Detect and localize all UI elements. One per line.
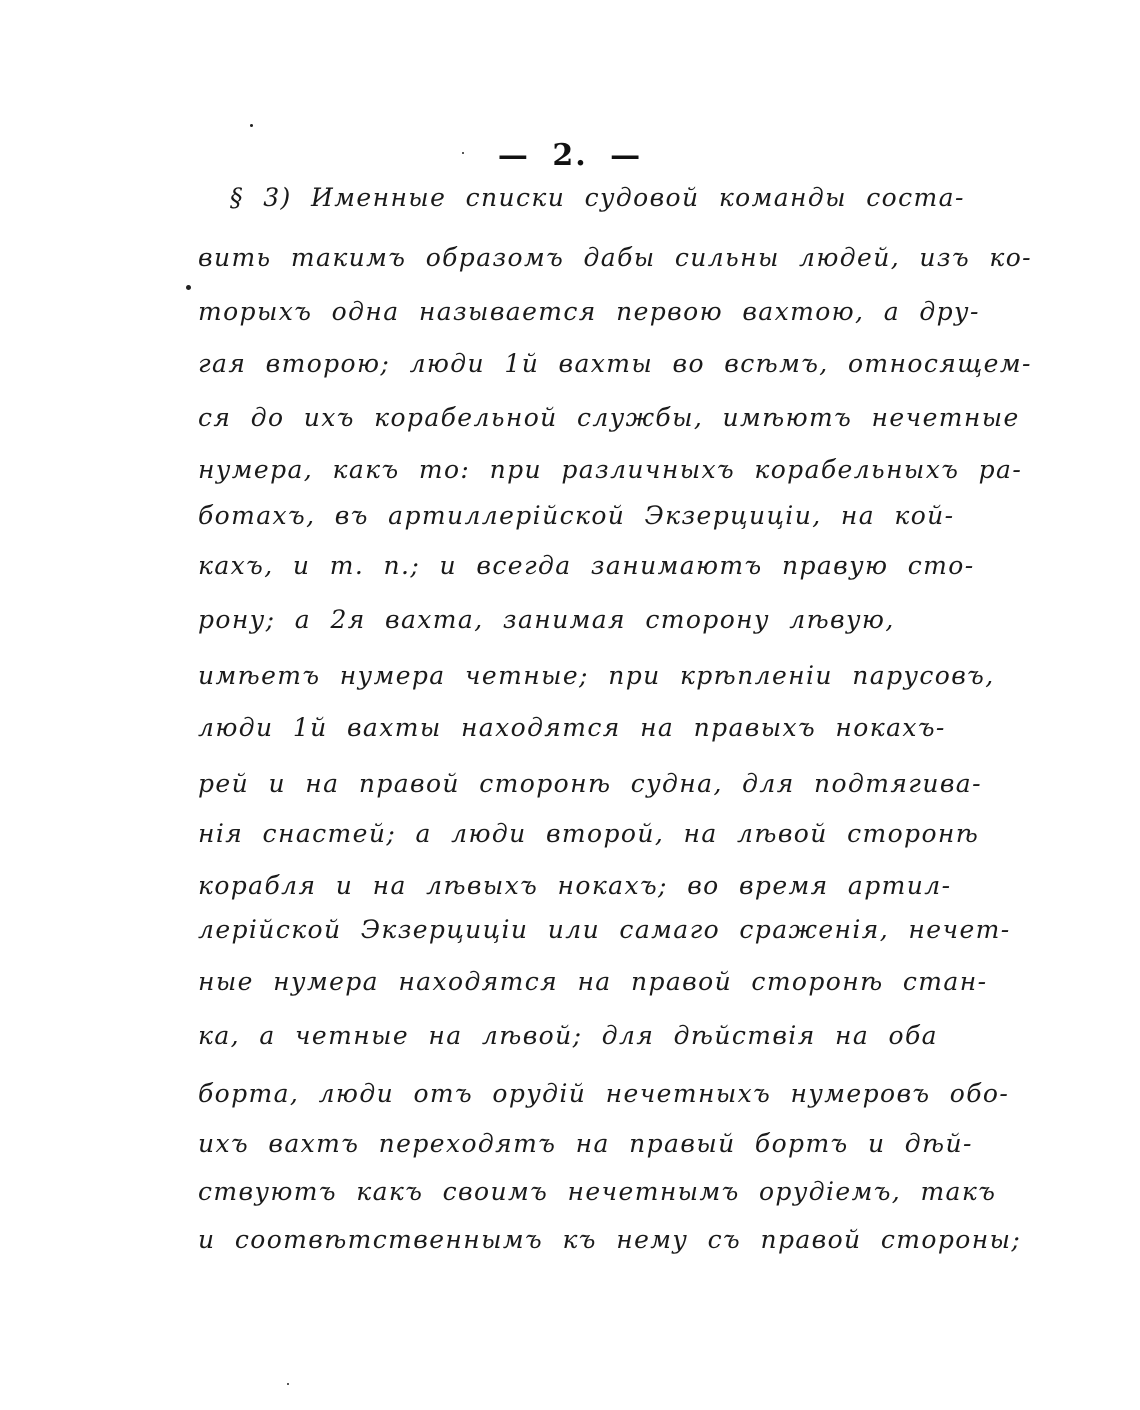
text-line: ся до ихъ корабельной службы, имѣютъ нечетные — [198, 403, 1020, 432]
text-line: лерійской Экзерциціи или самаго сраженія, нечет- — [198, 915, 1011, 944]
page-number — [0, 138, 1140, 173]
text-line: нумера, какъ то: при различныхъ корабельныхъ ра- — [198, 455, 1023, 484]
text-line: ка, а четные на лѣвой; для дѣйствія на оба — [198, 1021, 938, 1050]
text-line: гая второю; люди 1й вахты во всѣмъ, относящем- — [198, 349, 1032, 378]
text-line: корабля и на лѣвыхъ нокахъ; во время артил- — [198, 871, 952, 900]
text-line: нія снастей; а люди второй, на лѣвой сторонѣ — [198, 819, 980, 848]
page-number-dash-right: — — [610, 138, 643, 173]
ink-speck — [287, 1383, 289, 1385]
text-line: ные нумера находятся на правой сторонѣ стан- — [198, 967, 988, 996]
page-number-value: 2. — [552, 138, 588, 173]
text-line: § 3) Именные списки судовой команды соста- — [230, 183, 965, 212]
ink-speck — [250, 124, 253, 127]
text-line: рону; а 2я вахта, занимая сторону лѣвую, — [198, 605, 895, 634]
text-line: имѣетъ нумера четные; при крѣпленіи парусовъ, — [198, 661, 995, 690]
text-line: вить такимъ образомъ дабы сильны людей, изъ ко- — [198, 243, 1032, 272]
text-line: и соотвѣтственнымъ къ нему съ правой стороны; — [198, 1225, 1022, 1254]
ink-speck — [462, 152, 464, 154]
text-line: ихъ вахтъ переходятъ на правый бортъ и дѣй- — [198, 1129, 973, 1158]
text-line: ботахъ, въ артиллерійской Экзерциціи, на кой- — [198, 501, 955, 530]
text-line: ствуютъ какъ своимъ нечетнымъ орудіемъ, такъ — [198, 1177, 997, 1206]
text-line: люди 1й вахты находятся на правыхъ нокахъ- — [198, 713, 946, 742]
ink-speck — [186, 285, 191, 290]
text-line: рей и на правой сторонѣ судна, для подтягива- — [198, 769, 982, 798]
page-number-dash-left: — — [497, 138, 530, 173]
text-line: кахъ, и т. п.; и всегда занимаютъ правую сто- — [198, 551, 975, 580]
text-line: борта, люди отъ орудій нечетныхъ нумеровъ обо- — [198, 1079, 1010, 1108]
text-line: торыхъ одна называется первою вахтою, а дру- — [198, 297, 980, 326]
